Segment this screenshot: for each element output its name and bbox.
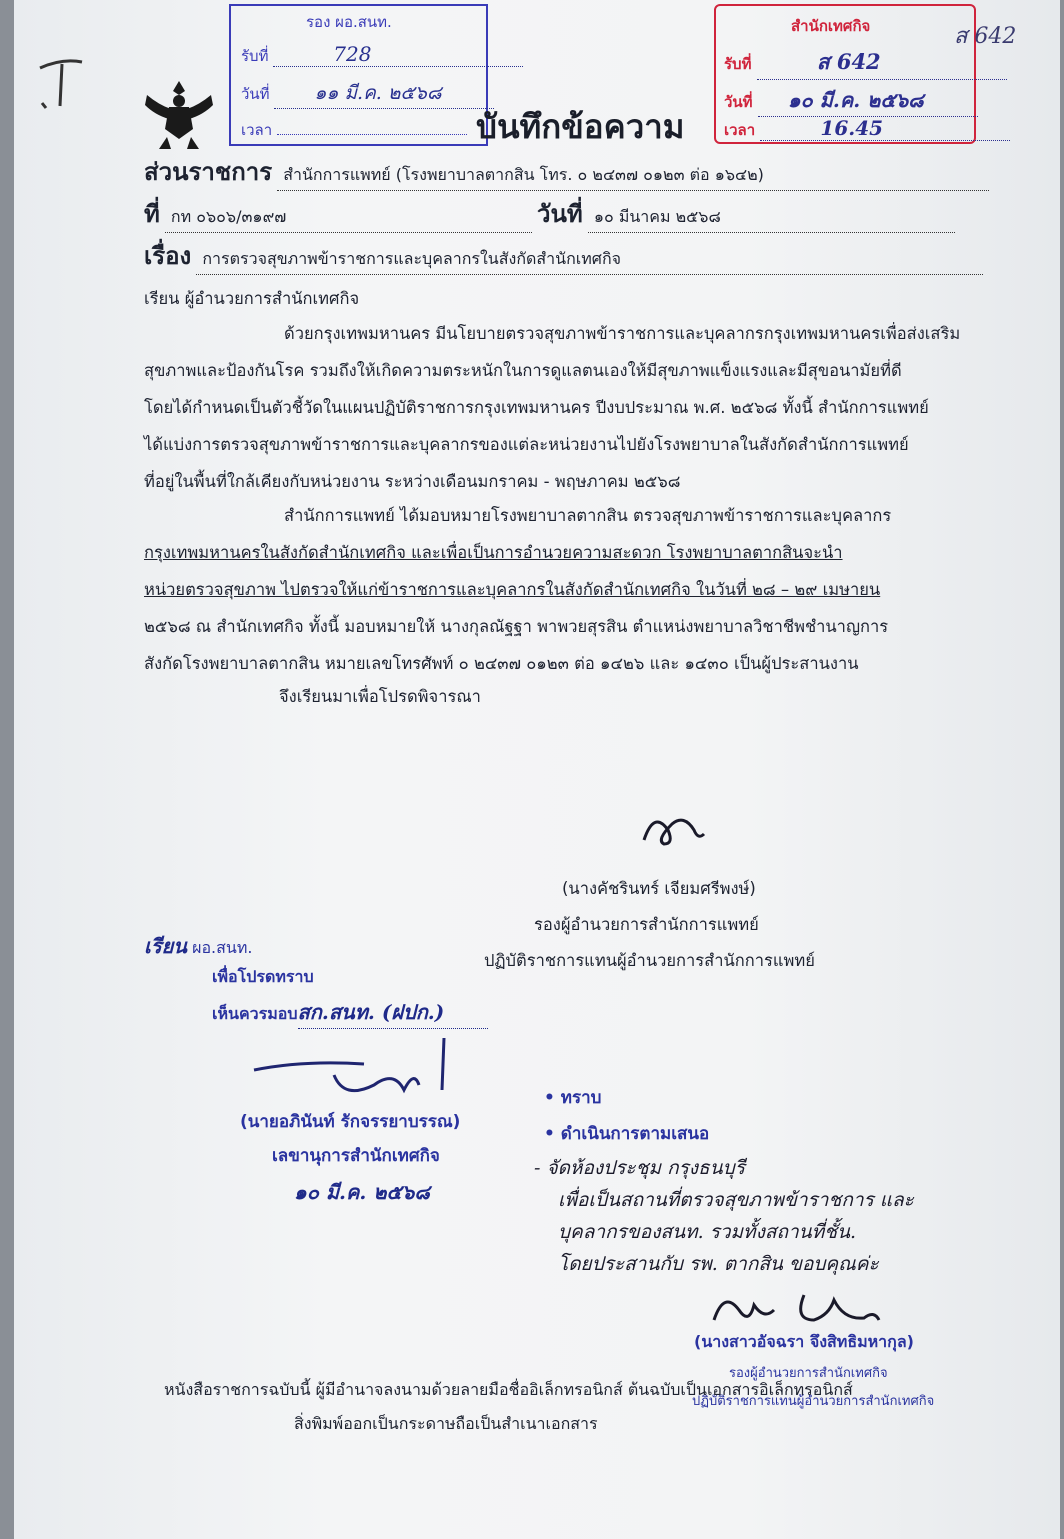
- received-date: ๑๑ มี.ค. ๒๕๖๘: [274, 78, 494, 109]
- received-no-label: รับที่: [241, 47, 269, 65]
- para-line: ด้วยกรุงเทพมหานคร มีนโยบายตรวจสุขภาพข้าราชการและบุคลากรกรุงเทพมหานครเพื่อส่งเสริม: [284, 324, 961, 343]
- secretary-signature: [244, 1030, 474, 1100]
- note-line-3-label: เห็นควรมอบ: [212, 1004, 298, 1023]
- deputy-signature: [704, 1280, 904, 1330]
- hand-line: บุคลากรของสนท. รวมทั้งสถานที่ชั้น.: [558, 1221, 857, 1243]
- para-line: ได้แบ่งการตรวจสุขภาพข้าราชการและบุคลากรของแต่ละหน่วยงานไปยังโรงพยาบาลในสังกัดสำนักการแพทย์: [144, 435, 909, 454]
- stamp-title: รอง ผอ.สนท.: [306, 13, 392, 31]
- deputy-title: รองผู้อำนวยการสำนักเทศกิจ: [729, 1366, 888, 1381]
- memo-title: บันทึกข้อความ: [476, 107, 685, 146]
- para-line: ๒๕๖๘ ณ สำนักเทศกิจ ทั้งนี้ มอบหมายให้ นางกุลณัฐฐา พาพวยสุรสิน ตำแหน่งพยาบาลวิชาชีพชำนาญการ: [144, 617, 889, 636]
- pen-mark: [32, 48, 92, 118]
- closing: จึงเรียนมาเพื่อโปรดพิจารณา: [279, 687, 481, 706]
- hand-line: เพื่อเป็นสถานที่ตรวจสุขภาพข้าราชการ และ: [558, 1189, 914, 1211]
- para-line: สุขภาพและป้องกันโรค รวมถึงให้เกิดความตระหนักในการดูแลตนเองให้มีสุขภาพแข็งแรงและมีสุขอนามัยที่ดี: [144, 361, 902, 380]
- date-label: วันที่: [724, 93, 753, 111]
- signer-title: รองผู้อำนวยการสำนักการแพทย์: [534, 915, 759, 934]
- agency-row: [144, 152, 989, 191]
- time-label: เวลา: [241, 121, 273, 139]
- received-no: ส 642: [757, 46, 1007, 80]
- ref-row: [144, 194, 955, 233]
- hand-line: โดยประสานกับ รพ. ตากสิน ขอบคุณค่ะ: [558, 1253, 879, 1275]
- subject-row: [144, 236, 983, 275]
- received-no: 728: [273, 42, 523, 67]
- secretary-title: เลขานุการสำนักเทศกิจ: [272, 1146, 440, 1166]
- note-line-2: เพื่อโปรดทราบ: [212, 967, 314, 986]
- note-line-1: ผอ.สนท.: [192, 938, 253, 957]
- para-line: สำนักการแพทย์ ได้มอบหมายโรงพยาบาลตากสิน ตรวจสุขภาพข้าราชการและบุคลากร: [284, 506, 892, 525]
- salutation: เรียน ผู้อำนวยการสำนักเทศกิจ: [144, 289, 360, 308]
- signer-title-2: ปฏิบัติราชการแทนผู้อำนวยการสำนักการแพทย์: [484, 951, 815, 970]
- footer-line-1: หนังสือราชการฉบับนี้ ผู้มีอำนาจลงนามด้วยลายมือชื่ออิเล็กทรอนิกส์ ต้นฉบับเป็นเอกสารอิเล็กทรอนิกส์: [164, 1380, 853, 1399]
- para-line: กรุงเทพมหานครในสังกัดสำนักเทศกิจ และเพื่อเป็นการอำนวยความสะดวก โรงพยาบาลตากสินจะนำ: [144, 543, 843, 562]
- paragraph-2: [144, 497, 974, 682]
- memo-page: [14, 0, 1060, 1539]
- deputy-item-2: • ดำเนินการตามเสนอ: [544, 1124, 710, 1144]
- note-line-3: [212, 996, 488, 1029]
- ref-label: ที่: [144, 200, 160, 228]
- agency-value: สำนักการแพทย์ (โรงพยาบาลตากสิน โทร. ๐ ๒๔๓๗ ๐๑๒๓ ต่อ ๑๖๔๒): [277, 163, 989, 191]
- subject-value: การตรวจสุขภาพข้าราชการและบุคลากรในสังกัดสำนักเทศกิจ: [196, 247, 983, 275]
- date-label: วันที่: [537, 200, 583, 228]
- secretary-name: (นายอภินันท์ รักจรรยาบรรณ): [240, 1112, 461, 1132]
- agency-label: ส่วนราชการ: [144, 158, 273, 186]
- footer-line-2: สิ่งพิมพ์ออกเป็นกระดาษถือเป็นสำเนาเอกสาร: [294, 1414, 598, 1433]
- signer-name: (นางคัชรินทร์ เจียมศรีพงษ์): [562, 879, 756, 898]
- secretary-date: ๑๐ มี.ค. ๒๕๖๘: [294, 1180, 430, 1204]
- paragraph-1: [144, 315, 974, 500]
- para-line: โดยได้กำหนดเป็นตัวชี้วัดในแผนปฏิบัติราชการกรุงเทพมหานคร ปีงบประมาณ พ.ศ. ๒๕๖๘ ทั้งนี้ สำนักการแพทย์: [144, 398, 929, 417]
- deputy-item-1: • ทราบ: [544, 1088, 602, 1108]
- deputy-name: (นางสาวอัจฉรา จึงสิทธิมหากุล): [694, 1332, 914, 1351]
- deputy-handwritten-note: [534, 1152, 914, 1280]
- note-prefix: เรียน: [144, 934, 187, 958]
- ref-value: กท ๐๖๐๖/๓๑๙๗: [165, 205, 532, 233]
- corner-note: ส 642: [954, 24, 1017, 49]
- received-date: ๑๐ มี.ค. ๒๕๖๘: [758, 84, 978, 117]
- para-line: ที่อยู่ในพื้นที่ใกล้เคียงกับหน่วยงาน ระหว่างเดือนมกราคม - พฤษภาคม ๒๕๖๘: [144, 472, 681, 491]
- note-line-3-hand: สก.สนท. (ฝปก.): [298, 996, 488, 1029]
- subject-label: เรื่อง: [144, 242, 192, 270]
- stamp-title: สำนักเทศกิจ: [791, 17, 871, 35]
- date-value: ๑๐ มีนาคม ๒๕๖๘: [588, 205, 955, 233]
- hand-line: - จัดห้องประชุม กรุงธนบุรี: [534, 1157, 745, 1179]
- deputy-title-2: ปฏิบัติราชการแทนผู้อำนวยการสำนักเทศกิจ: [692, 1394, 935, 1409]
- received-time: 16.45: [760, 116, 1010, 141]
- secretary-note: [144, 930, 252, 962]
- date-label: วันที่: [241, 85, 270, 103]
- deputy-receive-stamp: [229, 4, 488, 146]
- para-line: หน่วยตรวจสุขภาพ ไปตรวจให้แก่ข้าราชการและบุคลากรในสังกัดสำนักเทศกิจ ในวันที่ ๒๘ – ๒๙ เมษายน: [144, 580, 881, 599]
- time-label: เวลา: [724, 121, 756, 139]
- office-receive-stamp: [714, 4, 976, 144]
- garuda-emblem-icon: [139, 75, 219, 155]
- received-no-label: รับที่: [724, 55, 752, 73]
- signature-image: [634, 800, 714, 850]
- para-line: สังกัดโรงพยาบาลตากสิน หมายเลขโทรศัพท์ ๐ ๒๔๓๗ ๐๑๒๓ ต่อ ๑๔๒๖ และ ๑๔๓๐ เป็นผู้ประสานงาน: [144, 654, 859, 673]
